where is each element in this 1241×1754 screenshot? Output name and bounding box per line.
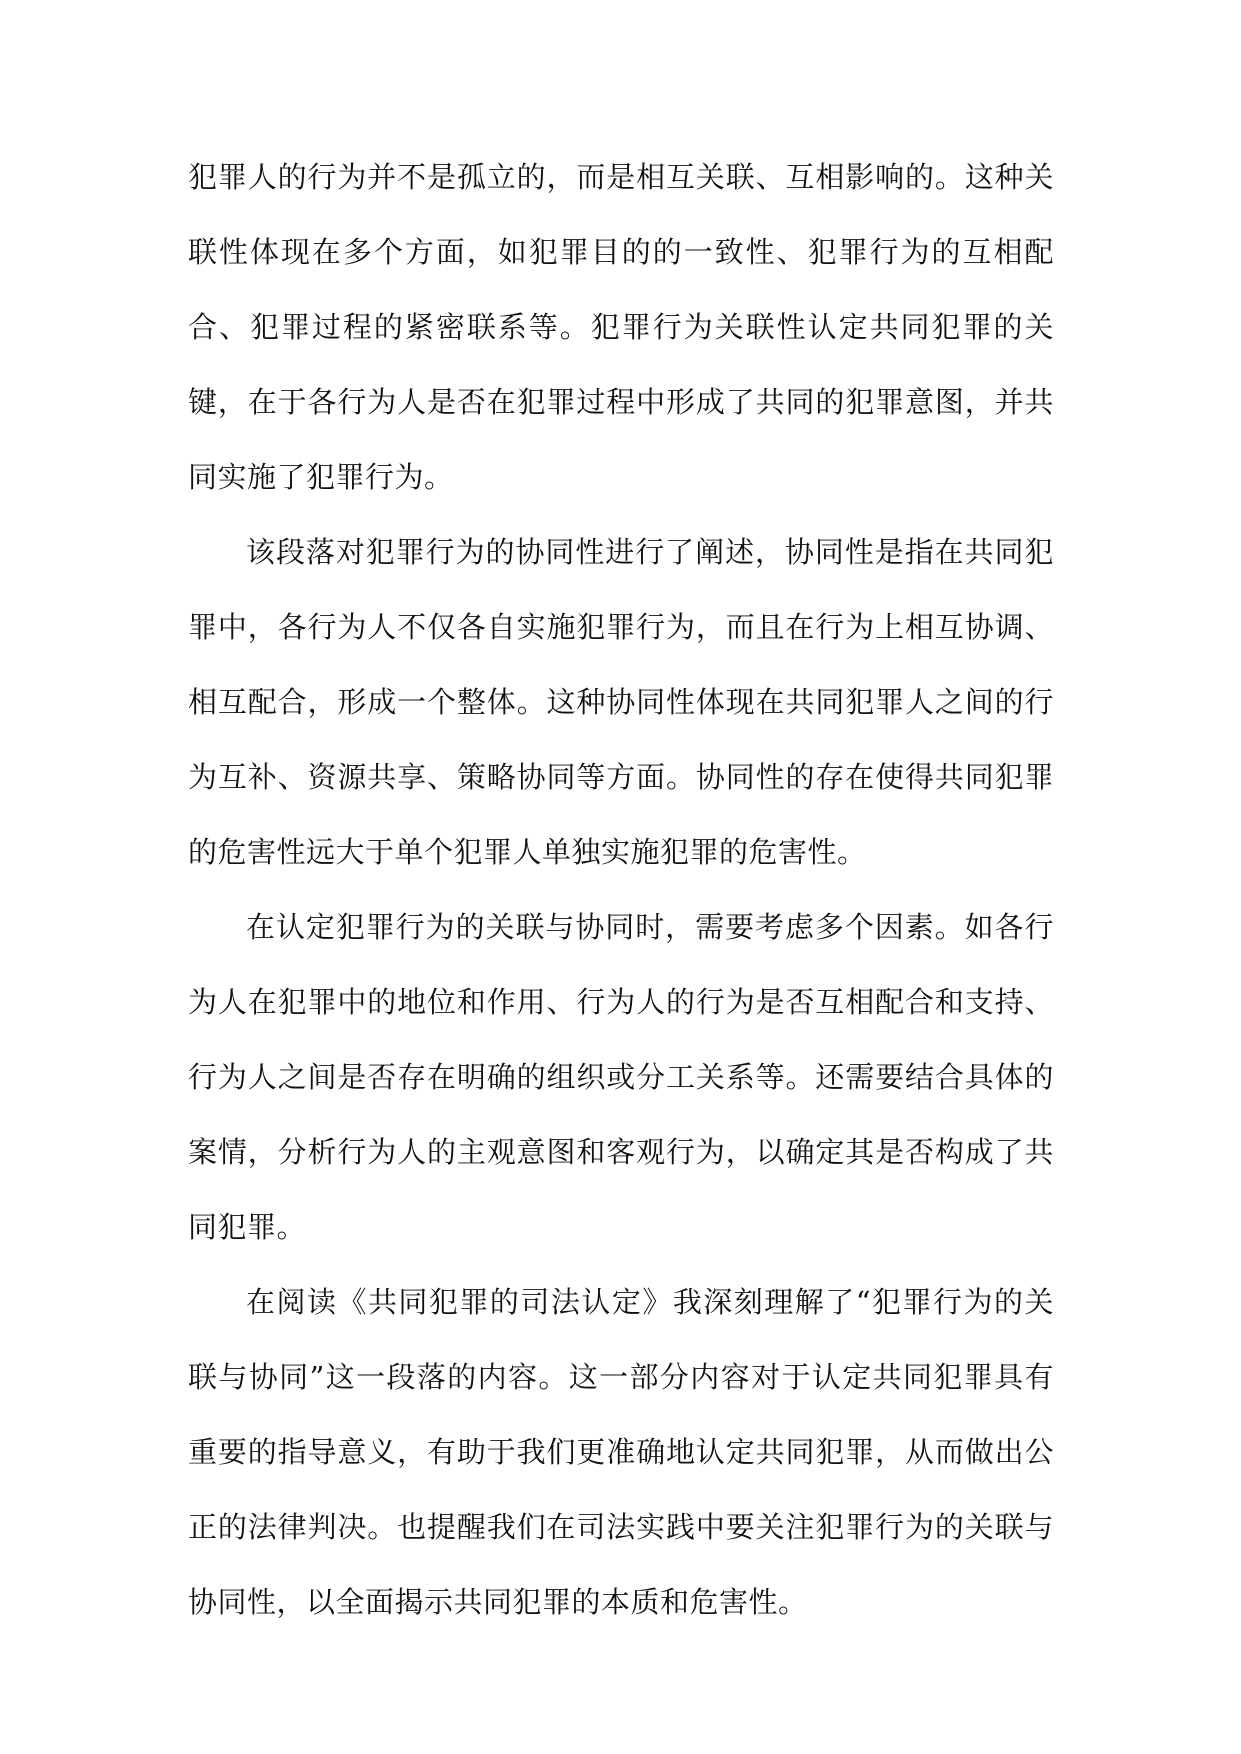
paragraph-4: 在阅读《共同犯罪的司法认定》我深刻理解了“犯罪行为的关联与协同”这一段落的内容。这一部分内容对于认定共同犯罪具有重要的指导意义，有助于我们更准确地认定共同犯罪，从而做出公正的法律判决。也提醒我们在司法实践中要关注犯罪行为的关联与协同性，以全面揭示共同犯罪的本质和危害性。 <box>188 1285 1054 1619</box>
paragraph-2: 该段落对犯罪行为的协同性进行了阐述，协同性是指在共同犯罪中，各行为人不仅各自实施犯罪行为，而且在行为上相互协调、相互配合，形成一个整体。这种协同性体现在共同犯罪人之间的行为互补、资源共享、策略协同等方面。协同性的存在使得共同犯罪的危害性远大于单个犯罪人单独实施犯罪的危害性。 <box>188 535 1054 869</box>
paragraph-3: 在认定犯罪行为的关联与协同时，需要考虑多个因素。如各行为人在犯罪中的地位和作用、行为人的行为是否互相配合和支持、行为人之间是否存在明确的组织或分工关系等。还需要结合具体的案情，分析行为人的主观意图和客观行为，以确定其是否构成了共同犯罪。 <box>188 910 1054 1244</box>
paragraph-1: 犯罪人的行为并不是孤立的，而是相互关联、互相影响的。这种关联性体现在多个方面，如犯罪目的的一致性、犯罪行为的互相配合、犯罪过程的紧密联系等。犯罪行为关联性认定共同犯罪的关键，在于各行为人是否在犯罪过程中形成了共同的犯罪意图，并共同实施了犯罪行为。 <box>188 160 1054 494</box>
document-body <box>188 140 1054 1640</box>
